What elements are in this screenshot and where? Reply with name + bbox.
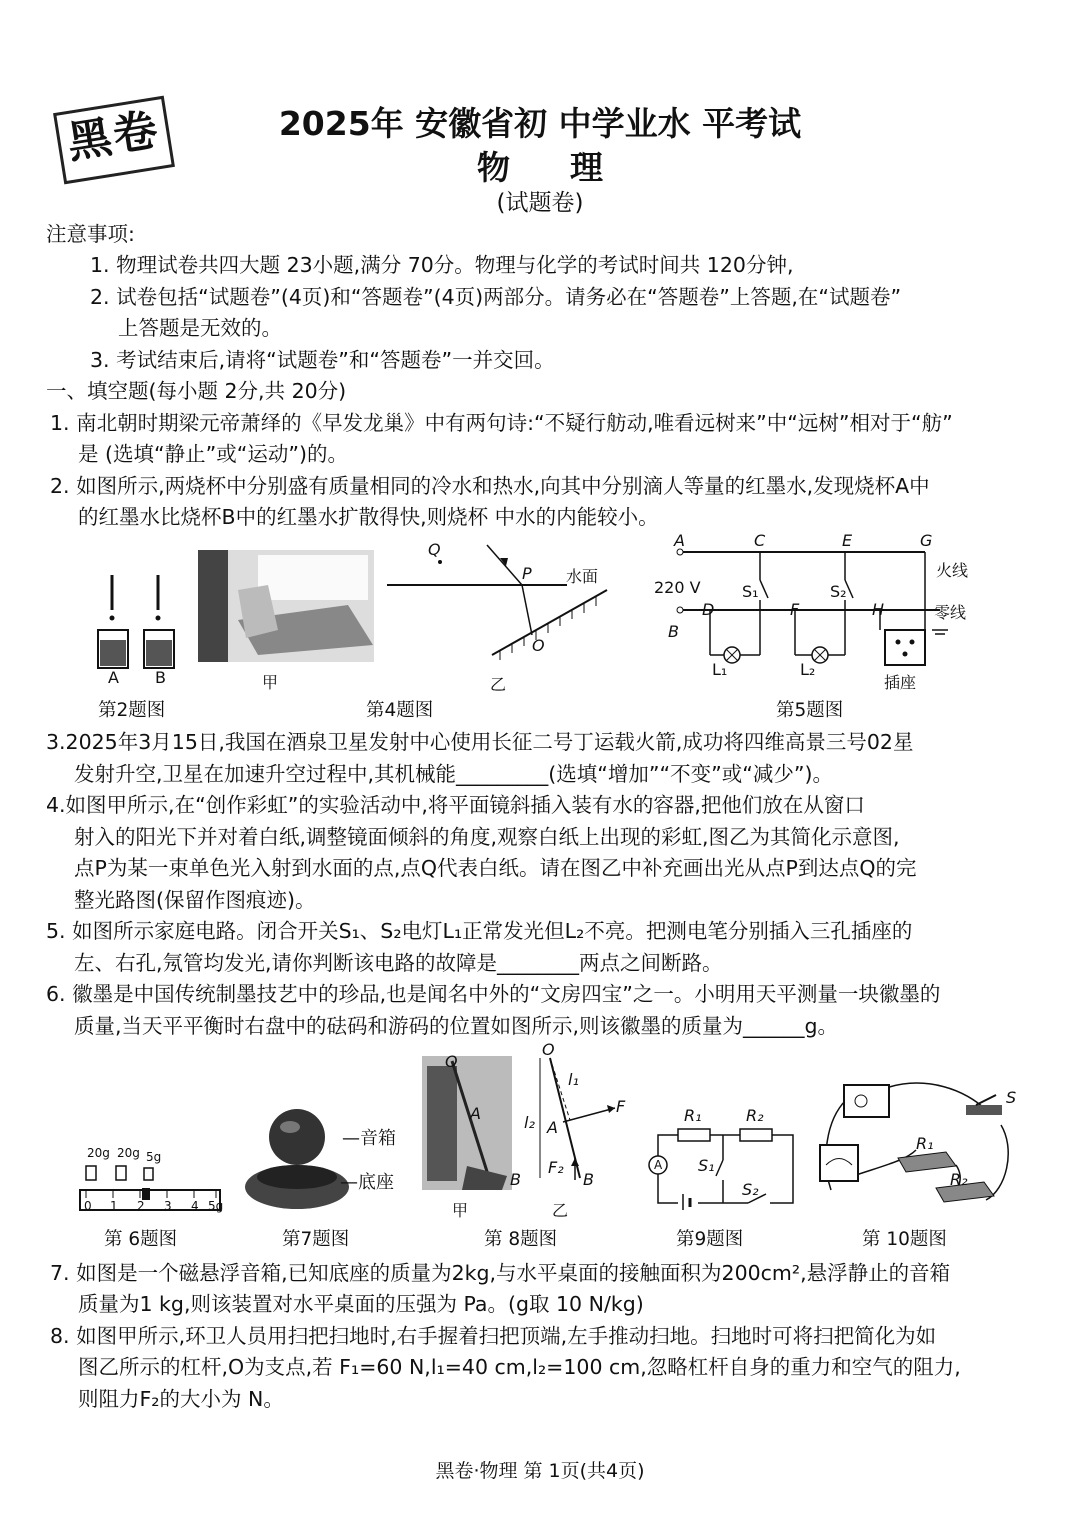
q2-line-1: 2. 如图所示,两烧杯中分别盛有质量相同的冷水和热水,向其中分别滴人等量的红墨水,发现烧杯A中 (50, 474, 930, 498)
fig8-label-l1: l₁ (568, 1070, 579, 1089)
fig5-label-d: D (702, 600, 715, 619)
fig9-label-s2: S₂ (742, 1180, 759, 1199)
notice-item-3: 3. 考试结束后,请将“试题卷”和“答题卷”一并交回。 (90, 348, 555, 372)
fig2-beakers (90, 570, 180, 680)
fig8-sweeping-photo (422, 1056, 512, 1190)
fig8-label-b-photo: B (510, 1170, 521, 1189)
q2-line-2: 的红墨水比烧杯B中的红墨水扩散得快,则烧杯 中水的内能较小。 (78, 505, 659, 529)
fig8-label-a: A (547, 1118, 558, 1137)
q3-line-1: 3.2025年3月15日,我国在酒泉卫星发射中心使用长征二号丁运载火箭,成功将四维高景三号02星 (46, 730, 914, 754)
fig2-label-b: B (155, 668, 166, 687)
fig9-label-s1: S₁ (698, 1156, 715, 1175)
fig8-lever-diagram (525, 1050, 635, 1190)
notice-item-1: 1. 物理试卷共四大题 23小题,满分 70分。物理与化学的考试时间共 120分钟, (90, 253, 794, 277)
fig5-label-live: 火线 (936, 561, 969, 580)
fig8-caption: 第 8题图 (484, 1229, 558, 1250)
fig4-photo (198, 550, 374, 662)
fig6-scale-3: 3 (164, 1199, 172, 1213)
fig2-caption: 第2题图 (98, 700, 166, 721)
fig5-label-neutral: 零线 (934, 603, 967, 622)
fig6-scale-5: 5g (208, 1199, 224, 1213)
q4-line-1: 4.如图甲所示,在“创作彩虹”的实验活动中,将平面镜斜插入装有水的容器,把他们放在从窗口 (46, 793, 865, 817)
fig9-label-r2: R₂ (746, 1106, 764, 1125)
q6-line-1: 6. 徽墨是中国传统制墨技艺中的珍品,也是闻名中外的“文房四宝”之一。小明用天平测量一块徽墨的 (46, 982, 941, 1006)
fig8-label-o: O (542, 1040, 555, 1059)
fig4-caption: 第4题图 (366, 700, 434, 721)
q4-line-3: 点P为某一束单色光入射到水面的点,点Q代表白纸。请在图乙中补充画出光从点P到达点Q的完 (74, 856, 917, 880)
q8-line-3: 则阻力F₂的大小为 N。 (78, 1387, 284, 1411)
page-footer: 黑卷·物理 第 1页(共4页) (435, 1460, 645, 1482)
fig4-label-o: O (532, 636, 545, 655)
exam-subject: 物理 (477, 148, 663, 187)
q4-line-4: 整光路图(保留作图痕迹)。 (74, 888, 316, 912)
fig5-label-h: H (872, 600, 885, 619)
fig5-caption: 第5题图 (776, 700, 844, 721)
fig10-caption: 第 10题图 (862, 1229, 947, 1250)
notice-item-2: 2. 试卷包括“试题卷”(4页)和“答题卷”(4页)两部分。请务必在“答题卷”上答题,在“试题卷” (90, 285, 902, 309)
fig8-label-f2: F₂ (548, 1158, 564, 1177)
fig7-label-speaker: —音箱 (342, 1128, 396, 1149)
fig4-label-p: P (522, 564, 532, 583)
fig5-label-s1: S₁ (742, 582, 759, 601)
fig6-caption: 第 6题图 (104, 1229, 178, 1250)
notice-heading: 注意事项: (46, 222, 135, 246)
exam-stamp: 黑卷 (53, 96, 175, 185)
fig8-label-jia: 甲 (452, 1201, 469, 1220)
fig5-label-voltage: 220 V (654, 578, 701, 597)
q6-line-2: 质量,当天平平衡时右盘中的砝码和游码的位置如图所示,则该徽墨的质量为______g。 (74, 1014, 839, 1038)
fig5-label-b: B (668, 622, 679, 641)
q5-line-2: 左、右孔,氖管均发光,请你判断该电路的故障是________两点之间断路。 (74, 951, 723, 975)
fig9-caption: 第9题图 (676, 1229, 744, 1250)
q4-line-2: 射入的阳光下并对着白纸,调整镜面倾斜的角度,观察白纸上出现的彩虹,图乙为其简化示意图, (74, 825, 900, 849)
fig8-label-f: F (616, 1097, 626, 1116)
paper-type: (试题卷) (496, 190, 584, 216)
fig6-weight-1: 20g (87, 1146, 110, 1160)
fig7-levitating-speaker (242, 1105, 352, 1217)
fig10-label-r2: R₂ (950, 1170, 968, 1189)
fig6-weight-3: 5g (146, 1150, 162, 1164)
fig5-label-c: C (754, 531, 766, 550)
fig6-scale-0: 0 (84, 1199, 92, 1213)
fig9-label-r1: R₁ (684, 1106, 702, 1125)
section-1-heading: 一、填空题(每小题 2分,共 20分) (46, 379, 347, 403)
fig4-label-q: Q (428, 540, 441, 559)
fig5-label-socket: 插座 (884, 673, 917, 692)
fig10-label-s: S (1006, 1088, 1017, 1107)
fig5-label-e: E (842, 531, 853, 550)
fig2-label-a: A (108, 668, 119, 687)
fig6-scale-4: 4 (191, 1199, 199, 1213)
q3-line-2: 发射升空,卫星在加速升空过程中,其机械能_________(选填“增加”“不变”或“减少”)。 (74, 762, 833, 786)
q5-line-1: 5. 如图所示家庭电路。闭合开关S₁、S₂电灯L₁正常发光但L₂不亮。把测电笔分别插入三孔插座的 (46, 919, 913, 943)
fig5-label-l2: L₂ (800, 660, 816, 679)
fig5-label-l1: L₁ (712, 660, 728, 679)
fig4-label-yi: 乙 (490, 675, 507, 694)
fig8-label-a-photo: A (470, 1104, 481, 1123)
q8-line-2: 图乙所示的杠杆,O为支点,若 F₁=60 N,l₁=40 cm,l₂=100 cm,忽略杠杆自身的重力和空气的阻力, (78, 1355, 961, 1379)
q1-line-2: 是 (选填“静止”或“运动”)的。 (78, 442, 348, 466)
exam-title: 2025年 安徽省初 中学业水 平考试 (278, 104, 802, 143)
fig5-label-a: A (674, 531, 685, 550)
fig4-label-water: 水面 (566, 567, 599, 586)
fig6-scale-2: 2 (137, 1199, 145, 1213)
fig5-label-g: G (920, 531, 933, 550)
q7-line-2: 质量为1 kg,则该装置对水平桌面的压强为 Pa。(g取 10 N/kg) (78, 1292, 644, 1316)
fig7-label-base: —底座 (340, 1172, 394, 1193)
q8-line-1: 8. 如图甲所示,环卫人员用扫把扫地时,右手握着扫把顶端,左手推动扫地。扫地时可将扫把简化为如 (50, 1324, 937, 1348)
fig9-circuit (648, 1110, 798, 1210)
fig5-label-s2: S₂ (830, 582, 847, 601)
fig8-label-b: B (583, 1170, 594, 1189)
q1-line-1: 1. 南北朝时期梁元帝萧绎的《早发龙巢》中有两句诗:“不疑行舫动,唯看远树来”中“远树”相对于“舫” (50, 411, 953, 435)
fig8-label-l2: l₂ (524, 1113, 535, 1132)
fig8-label-yi: 乙 (552, 1201, 569, 1220)
fig6-scale-1: 1 (110, 1199, 118, 1213)
fig5-label-f: F (790, 600, 800, 619)
fig7-caption: 第7题图 (282, 1229, 350, 1250)
fig6-balance-rider (78, 1160, 228, 1218)
fig10-label-r1: R₁ (916, 1134, 934, 1153)
ammeter-icon: A (654, 1158, 663, 1172)
fig6-weight-2: 20g (117, 1146, 140, 1160)
fig4-label-jia: 甲 (262, 673, 279, 692)
fig8-label-o-photo: O (445, 1052, 458, 1071)
q7-line-1: 7. 如图是一个磁悬浮音箱,已知底座的质量为2kg,与水平桌面的接触面积为200cm²,悬浮静止的音箱 (50, 1261, 951, 1285)
notice-item-2-cont: 上答题是无效的。 (118, 316, 282, 340)
fig4-ray-diagram (382, 540, 612, 690)
